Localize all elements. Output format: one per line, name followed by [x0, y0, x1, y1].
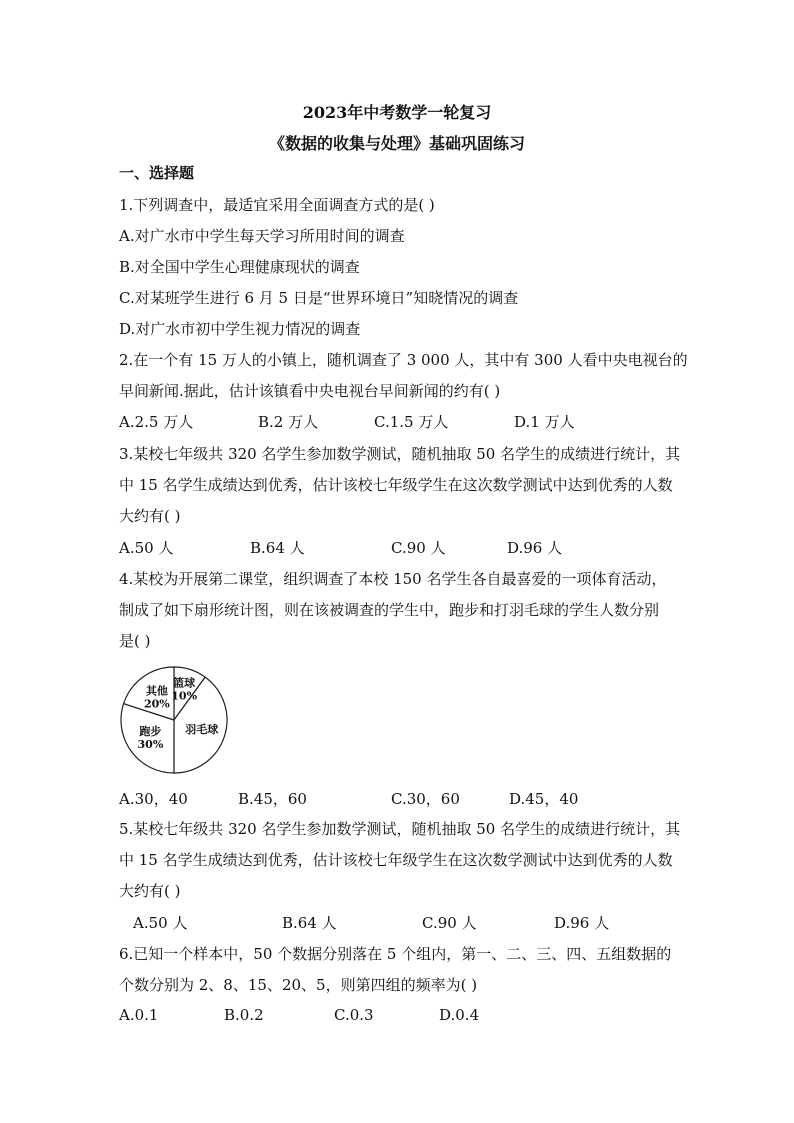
page-subtitle: 《数据的收集与处理》基础巩固练习 [268, 134, 525, 153]
q5-option-a: A.50 人 [133, 914, 188, 932]
q3-stem-line1: 3.某校七年级共 320 名学生参加数学测试，随机抽取 50 名学生的成绩进行统计，其 [119, 445, 681, 463]
pie-slice-name-1: 羽毛球 [185, 723, 219, 737]
q6-option-c: C.0.3 [334, 1006, 374, 1024]
q2-option-d: D.1 万人 [514, 413, 575, 431]
q1-option-c: C.对某班学生进行 6 月 5 日是“世界环境日”知晓情况的调查 [119, 289, 519, 307]
pie-slice-label-3: 20% [143, 697, 170, 711]
q6-stem-line1: 6.已知一个样本中，50 个数据分别落在 5 个组内，第一、二、三、四、五组数据的 [119, 945, 672, 963]
pie-slice-name-3: 其他 [145, 684, 168, 698]
q5-stem-line2: 中 15 名学生成绩达到优秀，估计该校七年级学生在这次数学测试中达到优秀的人数 [119, 851, 673, 869]
pie-slice-label-0: 10% [171, 689, 198, 703]
q2-option-a: A.2.5 万人 [119, 413, 194, 431]
q4-option-c: C.30，60 [391, 790, 460, 808]
q3-option-a: A.50 人 [119, 539, 174, 557]
pie-slice-label-2: 30% [137, 738, 164, 752]
q5-option-b: B.64 人 [282, 914, 337, 932]
q4-stem-line1: 4.某校为开展第二课堂，组织调查了本校 150 名学生各自最喜爱的一项体育活动， [119, 570, 667, 588]
q6-option-b: B.0.2 [224, 1006, 264, 1024]
q2-stem-line1: 2.在一个有 15 万人的小镇上，随机调查了 3 000 人，其中有 300 人看中央电视台的 [119, 351, 688, 369]
q3-option-c: C.90 人 [391, 539, 446, 557]
q5-option-d: D.96 人 [554, 914, 610, 932]
q1-option-b: B.对全国中学生心理健康现状的调查 [119, 258, 360, 276]
q1-stem: 1.下列调查中，最适宜采用全面调查方式的是( ) [119, 196, 435, 214]
q3-option-d: D.96 人 [507, 539, 563, 557]
pie-chart [118, 664, 230, 776]
q5-option-c: C.90 人 [422, 914, 477, 932]
q3-option-b: B.64 人 [250, 539, 305, 557]
q2-option-c: C.1.5 万人 [374, 413, 449, 431]
pie-slice-name-2: 跑步 [139, 725, 162, 739]
section-heading: 一、选择题 [119, 164, 195, 182]
q3-stem-line2: 中 15 名学生成绩达到优秀，估计该校七年级学生在这次数学测试中达到优秀的人数 [119, 476, 673, 494]
q6-option-d: D.0.4 [439, 1006, 480, 1024]
q4-stem-line3: 是( ) [119, 632, 151, 650]
page-title: 2023年中考数学一轮复习 [302, 103, 492, 122]
q6-stem-line2: 个数分别为 2、8、15、20、5，则第四组的频率为( ) [119, 976, 478, 994]
q2-stem-line2: 早间新闻.据此，估计该镇看中央电视台早间新闻的约有( ) [119, 382, 501, 400]
q4-stem-line2: 制成了如下扇形统计图，则在该被调查的学生中，跑步和打羽毛球的学生人数分别 [119, 601, 660, 619]
q1-option-a: A.对广水市中学生每天学习所用时间的调查 [119, 227, 405, 245]
q5-stem-line1: 5.某校七年级共 320 名学生参加数学测试，随机抽取 50 名学生的成绩进行统计，其 [119, 820, 681, 838]
q6-option-a: A.0.1 [119, 1006, 159, 1024]
q4-option-d: D.45，40 [509, 790, 579, 808]
q4-option-a: A.30，40 [119, 790, 188, 808]
q4-option-b: B.45，60 [238, 790, 307, 808]
q1-option-d: D.对广水市初中学生视力情况的调查 [119, 320, 361, 338]
pie-slice-name-0: 篮球 [173, 676, 196, 690]
q5-stem-line3: 大约有( ) [119, 882, 181, 900]
q3-stem-line3: 大约有( ) [119, 507, 181, 525]
q2-option-b: B.2 万人 [258, 413, 319, 431]
